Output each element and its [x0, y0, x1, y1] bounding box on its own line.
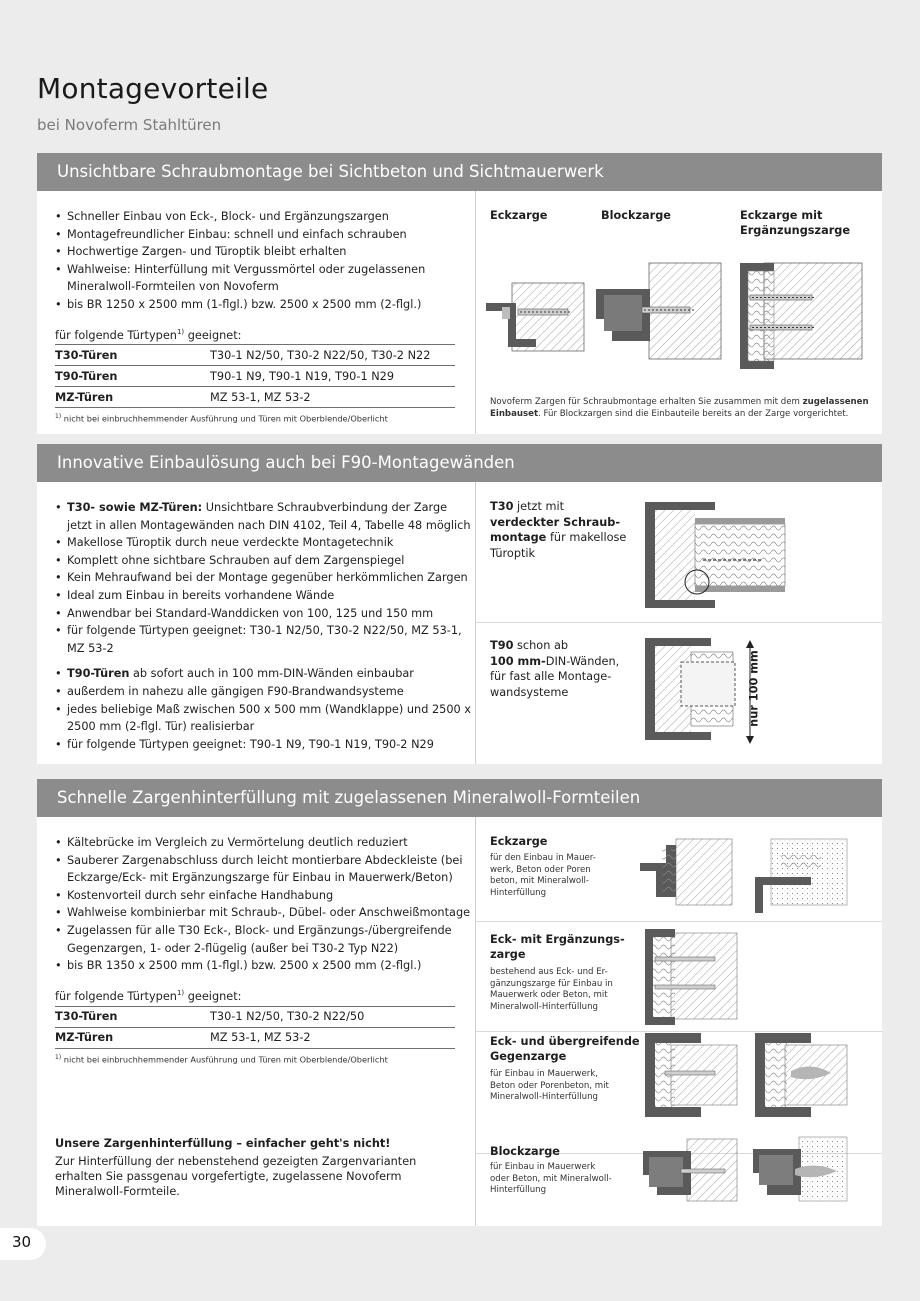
- page-number: 30: [12, 1233, 32, 1251]
- table-row: [55, 387, 455, 408]
- item-title-line: Gegenzarge: [490, 1049, 567, 1063]
- section-heading: Innovative Einbaulösung auch bei F90-Montagewänden: [37, 444, 882, 482]
- list-item: • Ideal zum Einbau in bereits vorhandene Wände: [55, 587, 475, 605]
- dimension-label: nur 100 mm: [747, 650, 761, 727]
- list-item: • für folgende Türtypen geeignet: T30-1 N2/50, T30-2 N22/50, MZ 53-1, MZ 53-2: [55, 622, 475, 657]
- footnote-marker: 1): [176, 988, 185, 997]
- list-item: • Montagefreundlicher Einbau: schnell und einfach schrauben: [55, 226, 475, 244]
- door-type-table: [55, 344, 455, 408]
- t90-montagewand-drawing: [641, 636, 741, 746]
- section1-caption: [490, 397, 870, 420]
- table-cell: T90-Türen: [55, 366, 210, 387]
- list-item: • Schneller Einbau von Eck-, Block- und Ergänzungszargen: [55, 208, 475, 226]
- caption-bold: zugelassenen Einbauset: [490, 397, 869, 419]
- table-cell: MZ 53-1, MZ 53-2: [210, 1027, 455, 1048]
- list-item: • jedes beliebige Maß zwischen 500 x 500 mm (Wandklappe) und 2500 x 2500 mm (2-flgl. Tür) realisierbar: [55, 701, 475, 736]
- intro-text: für folgende Türtypen: [55, 989, 177, 1003]
- eckzarge-mauerwerk-drawing: [636, 837, 736, 907]
- section-schraubmontage: [37, 153, 882, 434]
- desc-line: gänzungszarge für Einbau in: [490, 978, 613, 989]
- item-description: [490, 1069, 630, 1104]
- list-item: • Zugelassen für alle T30 Eck-, Block- und Ergänzungs-/übergreifende Gegenzargen, 1- oder 2-flügelig (außer bei T30-2 Typ N22): [55, 922, 475, 957]
- section-left-column: [55, 499, 475, 753]
- footnote-marker: 1): [176, 327, 185, 336]
- diagram-label-eckzarge: Eckzarge: [490, 209, 548, 222]
- feature-list-t30: [55, 499, 475, 657]
- gegenzarge-mauerwerk-drawing: [641, 1031, 741, 1119]
- footnote-marker: 1): [55, 1053, 62, 1061]
- desc-line: bestehend aus Eck- und Er-: [490, 967, 608, 977]
- list-item: • Makellose Türoptik durch neue verdeckte Montagetechnik: [55, 534, 475, 552]
- feature-list-t90: [55, 665, 475, 753]
- table-cell: T30-Türen: [55, 1006, 210, 1027]
- list-item: • bis BR 1350 x 2500 mm (1-flgl.) bzw. 2500 x 2500 mm (2-flgl.): [55, 957, 475, 975]
- item-title: Blockzarge: [490, 1145, 560, 1158]
- table-cell: MZ-Türen: [55, 387, 210, 408]
- desc-line: Hinterfüllung: [490, 887, 547, 898]
- list-item: • Kostenvorteil durch sehr einfache Handhabung: [55, 887, 475, 905]
- desc-line: für Einbau in Mauerwerk,: [490, 1069, 598, 1079]
- section-heading: Schnelle Zargenhinterfüllung mit zugelassenen Mineralwoll-Formteilen: [37, 779, 882, 817]
- desc-line: Beton oder Porenbeton, mit: [490, 1080, 609, 1091]
- door-type-table: [55, 1006, 455, 1049]
- desc-bold: T30: [490, 500, 514, 513]
- item-title-line: Eck- und übergreifende: [490, 1035, 640, 1048]
- bottom-text: Zur Hinterfüllung der nebenstehend gezeigten Zargenvarianten erhalten Sie passgenau vorgefertigte, zugelassene Novoferm Mineralwoll-Formteile.: [55, 1155, 417, 1199]
- diagram-label-eckzarge-ergaenzung: Eckzarge mit Ergänzungszarge: [740, 209, 851, 237]
- footnote-text: nicht bei einbruchhemmender Ausführung und Türen mit Oberblende/Oberlicht: [61, 1054, 388, 1065]
- caption-text: . Für Blockzargen sind die Einbauteile bereits an der Zarge vorgerichtet.: [538, 408, 849, 419]
- eckzarge-section-drawing: [484, 281, 594, 361]
- door-type-intro: [55, 989, 475, 1003]
- blockzarge-mauerwerk-drawing: [641, 1137, 741, 1207]
- desc-text: für fast alle Montage-: [490, 670, 612, 683]
- bold-lead: T90-Türen: [67, 667, 130, 681]
- feature-list: [55, 834, 475, 975]
- desc-bold: verdeckter Schraub-: [490, 515, 621, 529]
- eck-ergaenzung-drawing: [641, 927, 741, 1027]
- desc-text: für makellose: [546, 531, 627, 544]
- t30-montagewand-drawing: [641, 500, 791, 612]
- section-f90: [37, 444, 882, 764]
- divider: [476, 921, 882, 922]
- desc-bold: montage: [490, 531, 547, 544]
- section-heading: Unsichtbare Schraubmontage bei Sichtbeton und Sichtmauerwerk: [37, 153, 882, 191]
- table-cell: T90-1 N9, T90-1 N19, T90-1 N29: [210, 366, 455, 387]
- section-right-column: [475, 482, 882, 764]
- section-left-column: [55, 834, 475, 1064]
- blockzarge-beton-drawing: [751, 1135, 851, 1207]
- table-cell: T30-1 N2/50, T30-2 N22/50: [210, 1006, 455, 1027]
- desc-line: werk, Beton oder Poren: [490, 864, 591, 875]
- footnote: [55, 413, 475, 424]
- intro-suffix: geeignet:: [184, 989, 242, 1003]
- table-cell: MZ-Türen: [55, 1027, 210, 1048]
- desc-line: oder Beton, mit Mineralwoll-: [490, 1173, 612, 1184]
- item-title-line: Eck- mit Ergänzungs-: [490, 933, 625, 946]
- page-subtitle: bei Novoferm Stahltüren: [37, 116, 222, 134]
- desc-line: Hinterfüllung: [490, 1185, 547, 1196]
- desc-line: Mineralwoll-Hinterfüllung: [490, 1092, 598, 1103]
- desc-bold: 100 mm-: [490, 654, 546, 668]
- item-title-line: zarge: [490, 947, 526, 961]
- desc-line: für den Einbau in Mauer-: [490, 853, 596, 863]
- table-row: [55, 1027, 455, 1048]
- desc-text: DIN-Wänden,: [545, 654, 620, 668]
- desc-text: Türoptik: [490, 546, 536, 560]
- list-item: • für folgende Türtypen geeignet: T90-1 N9, T90-1 N19, T90-2 N29: [55, 736, 475, 754]
- list-item: • Wahlweise: Hinterfüllung mit Vergussmörtel oder zugelassenen Mineralwoll-Formteilen von Novoferm: [55, 261, 475, 296]
- list-item: • Kein Mehraufwand bei der Montage gegenüber herkömmlichen Zargen: [55, 569, 475, 587]
- item-title: [490, 1035, 640, 1064]
- footnote: [55, 1054, 475, 1065]
- table-row: [55, 345, 455, 366]
- item-description: [490, 1162, 630, 1197]
- desc-line: für Einbau in Mauerwerk: [490, 1162, 596, 1172]
- section-left-column: [55, 208, 475, 424]
- desc-text: wandsysteme: [490, 685, 569, 699]
- bold-lead: T30- sowie MZ-Türen:: [67, 501, 203, 514]
- caption-text: Novoferm Zargen für Schraubmontage erhalten Sie zusammen mit dem: [490, 397, 803, 407]
- section-hinterfuellung: [37, 779, 882, 1226]
- item-title: [490, 933, 625, 962]
- table-cell: MZ 53-1, MZ 53-2: [210, 387, 455, 408]
- list-item: [55, 499, 475, 534]
- door-type-intro: [55, 328, 475, 342]
- diagram-label-blockzarge: Blockzarge: [601, 209, 671, 222]
- feature-list: [55, 208, 475, 314]
- list-item-text: Unsichtbare Schraubverbindung der Zarge jetzt in allen Montagewänden nach DIN 4102, Teil 4, Tabelle 48 möglich: [67, 501, 471, 532]
- eckzarge-ergaenzung-section-drawing: [734, 261, 864, 371]
- table-cell: T30-Türen: [55, 345, 210, 366]
- t30-description: [490, 499, 630, 561]
- section-right-column: [475, 191, 882, 434]
- desc-line: beton, mit Mineralwoll-: [490, 876, 590, 887]
- blockzarge-section-drawing: [594, 261, 724, 361]
- section-right-column: [475, 817, 882, 1226]
- desc-text: jetzt mit: [513, 500, 565, 513]
- page-title: Montagevorteile: [37, 72, 269, 105]
- desc-text: schon ab: [513, 639, 569, 652]
- item-description: [490, 967, 630, 1013]
- list-item: • Sauberer Zargenabschluss durch leicht montierbare Abdeckleiste (bei Eckzarge/Eck- mit Ergänzungszarge für Einbau in Mauerwerk/Beton): [55, 852, 475, 887]
- desc-line: Mineralwoll-Hinterfüllung: [490, 1001, 598, 1012]
- list-item: [55, 665, 475, 683]
- footnote-marker: 1): [55, 413, 62, 421]
- gegenzarge-beton-drawing: [751, 1031, 851, 1119]
- list-item: • Hochwertige Zargen- und Türoptik bleibt erhalten: [55, 243, 475, 261]
- table-row: [55, 1006, 455, 1027]
- list-item: • außerdem in nahezu alle gängigen F90-Brandwandsysteme: [55, 683, 475, 701]
- footnote-text: nicht bei einbruchhemmender Ausführung und Türen mit Oberblende/Oberlicht: [61, 414, 388, 425]
- list-item-text: ab sofort auch in 100 mm-DIN-Wänden einbaubar: [129, 667, 414, 681]
- divider: [476, 622, 882, 623]
- desc-bold: T90: [490, 639, 514, 652]
- list-item: • bis BR 1250 x 2500 mm (1-flgl.) bzw. 2500 x 2500 mm (2-flgl.): [55, 296, 475, 314]
- list-item: • Kältebrücke im Vergleich zu Vermörtelung deutlich reduziert: [55, 834, 475, 852]
- table-row: [55, 366, 455, 387]
- intro-suffix: geeignet:: [184, 328, 242, 342]
- bottom-heading: Unsere Zargenhinterfüllung – einfacher geht's nicht!: [55, 1137, 391, 1150]
- desc-line: Mauerwerk oder Beton, mit: [490, 990, 608, 1001]
- list-item: • Anwendbar bei Standard-Wanddicken von 100, 125 und 150 mm: [55, 605, 475, 623]
- intro-text: für folgende Türtypen: [55, 328, 177, 342]
- table-cell: T30-1 N2/50, T30-2 N22/50, T30-2 N22: [210, 345, 455, 366]
- list-item: • Komplett ohne sichtbare Schrauben auf dem Zargenspiegel: [55, 552, 475, 570]
- item-title: Eckzarge: [490, 835, 548, 848]
- t90-description: [490, 638, 630, 700]
- eckzarge-beton-drawing: [751, 837, 851, 917]
- list-item: • Wahlweise kombinierbar mit Schraub-, Dübel- oder Anschweißmontage: [55, 904, 475, 922]
- item-description: [490, 853, 620, 899]
